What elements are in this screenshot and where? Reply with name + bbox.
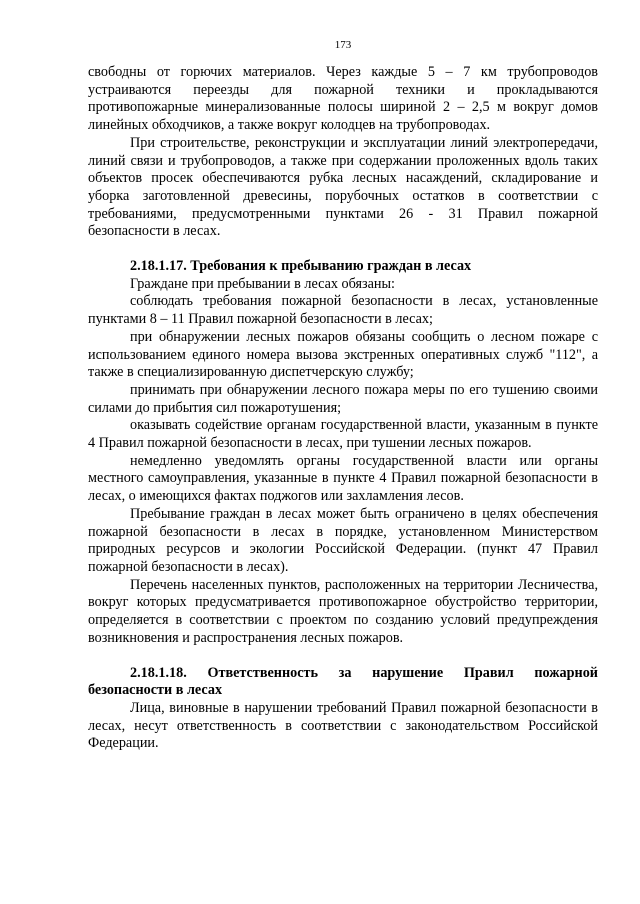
paragraph-restriction: Пребывание граждан в лесах может быть ограничено в целях обеспечения пожарной безопасности в лесах в порядке, установленном Министерством природных ресурсов и экологии Российской Федерации. (пункт 47 Правил пожарной безопасности в лесах).: [88, 505, 598, 575]
paragraph-power-lines: При строительстве, реконструкции и эксплуатации линий электропередачи, линий связи и трубопроводов, а также при содержании проложенных вдоль таких объектов просек обеспечиваются рубка лесных насаждений, складирование и уборка заготовленной древесины, порубочных остатков в соответствии с требованиями, предусмотренными пунктами 26 - 31 Правил пожарной безопасности в лесах.: [88, 134, 598, 240]
paragraph-observe-requirements: соблюдать требования пожарной безопасности в лесах, установленные пунктами 8 – 11 Правил пожарной безопасности в лесах;: [88, 293, 598, 328]
section-gap: [88, 648, 598, 665]
paragraph-notify-arson: немедленно уведомлять органы государственной власти или органы местного самоуправления, указанные в пункте 4 Правил пожарной безопасности в лесах, о имеющихся фактах поджогов или захламления лесов.: [88, 452, 598, 505]
paragraph-extinguish: принимать при обнаружении лесного пожара меры по его тушению своими силами до прибытия сил пожаротушения;: [88, 381, 598, 416]
paragraph-report-fire: при обнаружении лесных пожаров обязаны сообщить о лесном пожаре с использованием единого номера вызова экстренных оперативных служб "112", а также в специализированную диспетчерскую службу;: [88, 328, 598, 381]
page-number: 173: [334, 39, 352, 51]
paragraph-assist-authorities: оказывать содействие органам государственной власти, указанным в пункте 4 Правил пожарной безопасности в лесах, при тушении лесных пожаров.: [88, 417, 598, 452]
document-body: [88, 64, 598, 753]
paragraph-continuation: свободны от горючих материалов. Через каждые 5 – 7 км трубопроводов устраиваются переезды для пожарной техники и прокладываются противопожарные минерализованные полосы шириной 2 – 2,5 м вокруг домов линейных обходчиков, а также вокруг колодцев на трубопроводах.: [88, 64, 598, 134]
paragraph-citizens-obliged: Граждане при пребывании в лесах обязаны:: [130, 275, 395, 292]
paragraph-settlements-list: Перечень населенных пунктов, расположенных на территории Лесничества, вокруг которых предусматривается противопожарное обустройство территории, определяется в соответствии с проектом по созданию условий предупреждения возникновения и распространения лесных пожаров.: [88, 576, 598, 646]
section-gap: [88, 241, 598, 258]
section-heading-responsibility: 2.18.1.18. Ответственность за нарушение Правил пожарной безопасности в лесах: [88, 664, 598, 699]
paragraph-liability: Лица, виновные в нарушении требований Правил пожарной безопасности в лесах, несут ответственность в соответствии с законодательством Российской Федерации.: [88, 699, 598, 752]
section-heading-citizens: 2.18.1.17. Требования к пребыванию граждан в лесах: [130, 258, 472, 275]
